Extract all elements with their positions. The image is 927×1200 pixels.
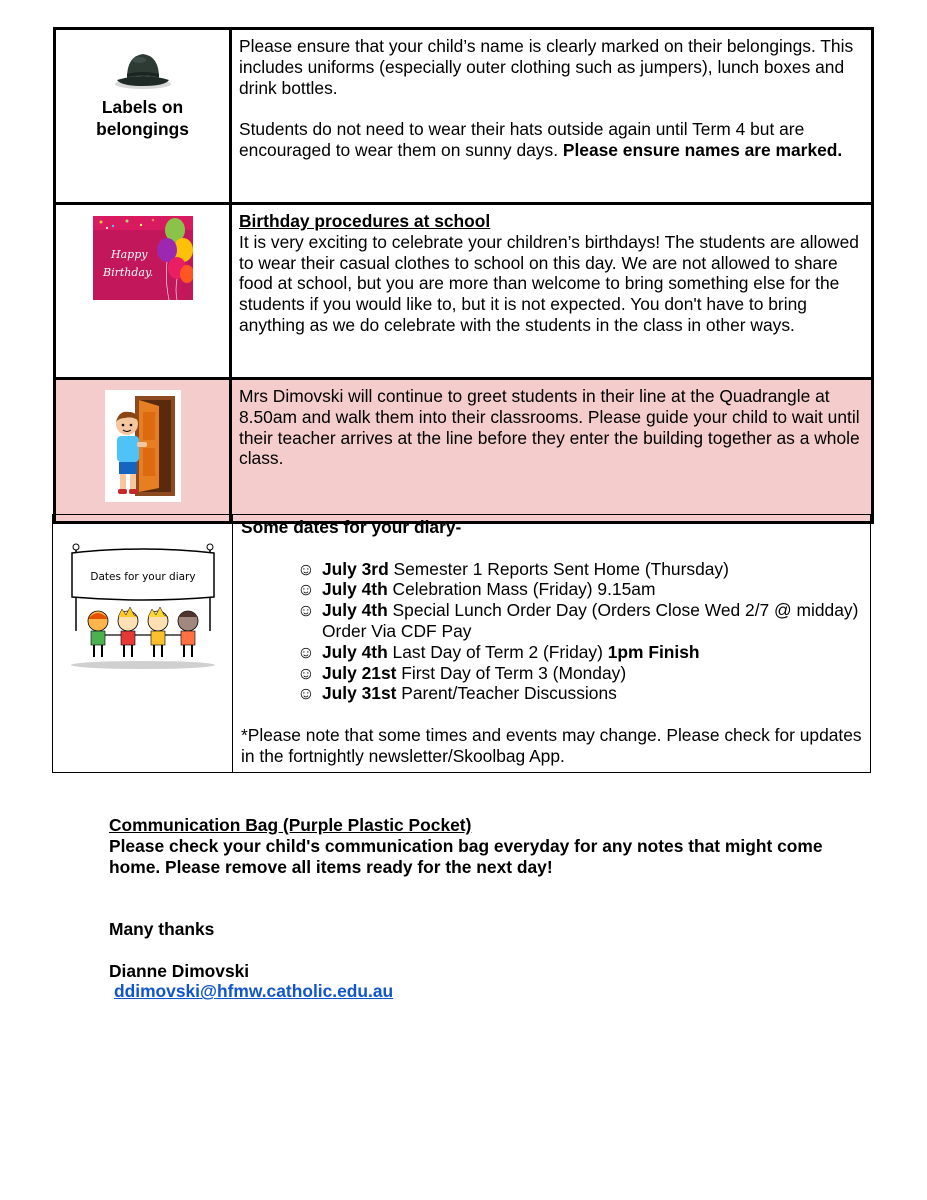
smiley-bullet-icon: ☺ <box>297 579 315 600</box>
birthday-heading: Birthday procedures at school <box>239 211 491 231</box>
kid-3 <box>148 607 168 657</box>
diary-date-item <box>297 579 862 600</box>
dates-banner-kids-image <box>68 541 218 671</box>
smiley-bullet-icon: ☺ <box>297 558 315 579</box>
diary-event-text: First Day of Term 3 (Monday) <box>396 662 627 683</box>
diary-icon-cell <box>53 515 233 773</box>
diary-date: July 4th <box>322 641 388 662</box>
diary-date-item <box>297 683 862 704</box>
diary-date-item <box>297 663 862 684</box>
smiley-bullet-icon: ☺ <box>297 683 315 704</box>
diary-event-text: Semester 1 Reports Sent Home (Thursday) <box>388 558 729 579</box>
signature-name: Dianne Dimovski <box>109 960 250 981</box>
labels-names-notice: Please ensure names are marked. <box>562 139 843 160</box>
labels-heading: Labels on belongings <box>96 97 189 139</box>
birthday-image-text-1: Happy <box>110 248 147 261</box>
greeting-icon-cell <box>55 379 231 523</box>
diary-date: July 3rd <box>322 558 389 579</box>
labels-row <box>55 29 873 204</box>
diary-heading: Some dates for your diary- <box>241 517 462 537</box>
labels-hats-text: Students do not need to wear their hats outside again until Term 4 but are encouraged to wear them on sunny days. <box>239 119 805 160</box>
labels-paragraph-1: Please ensure that your child’s name is clearly marked on their belongings. This includes uniforms (especially outer clothing such as jumpers), lunch boxes and drink bottles. <box>239 36 854 98</box>
diary-date: July 31st <box>322 683 397 704</box>
smiley-bullet-icon: ☺ <box>297 600 315 621</box>
smiley-bullet-icon: ☺ <box>297 641 315 662</box>
diary-image-text: Dates for your diary <box>89 571 196 583</box>
greeting-body: Mrs Dimovski will continue to greet students in their line at the Quadrangle at 8.50am and walk them into their classrooms. Please guide your child to wait until their teacher arrives at the line before they enter the building together as a whole class. <box>239 386 860 469</box>
diary-date-item <box>297 642 862 663</box>
birthday-image-text-2: Birthday. <box>102 266 153 279</box>
labels-paragraph-2 <box>239 119 863 161</box>
diary-event-text: Last Day of Term 2 (Friday) <box>387 641 608 662</box>
kid-4 <box>178 611 198 657</box>
diary-event-text: Special Lunch Order Day (Orders Close Wed 2/7 @ midday) Order Via CDF Pay <box>322 600 859 641</box>
birthday-icon-cell <box>55 204 231 379</box>
kid-1 <box>88 611 108 657</box>
diary-date: July 21st <box>322 662 397 683</box>
communication-bag-body: Please check your child's communication bag everyday for any notes that might come home. Please remove all items ready for the next day! <box>109 835 823 877</box>
diary-note: *Please note that some times and events may change. Please check for updates in the fortnightly newsletter/Skoolbag App. <box>241 724 862 766</box>
diary-date: July 4th <box>322 579 388 600</box>
diary-row <box>53 515 871 773</box>
birthday-balloons-image <box>93 216 193 300</box>
birthday-body: It is very exciting to celebrate your children’s birthdays! The students are allowed to wear their casual clothes to school on this day. We are not allowed to share food at school, but you are more than welcome to bring something else for the students if you would like to, but it is not expected. You don't have to bring anything as we do celebrate with the students in the class in other ways. <box>239 231 859 335</box>
bucket-hat-icon <box>111 44 175 92</box>
diary-date-item <box>297 559 862 580</box>
diary-date: July 4th <box>322 600 388 621</box>
smiley-bullet-icon: ☺ <box>297 662 315 683</box>
labels-icon-cell <box>55 29 231 204</box>
diary-date-item <box>297 600 862 642</box>
kid-2 <box>118 607 138 657</box>
email-link[interactable]: ddimovski@hfmw.catholic.edu.au <box>114 981 394 1002</box>
labels-text-cell <box>231 29 873 204</box>
greeting-text-cell <box>231 379 873 523</box>
diary-dates-list <box>241 559 862 705</box>
diary-event-text: Celebration Mass (Friday) 9.15am <box>387 579 656 600</box>
info-table <box>53 27 874 524</box>
diary-event-text: Parent/Teacher Discussions <box>396 683 617 704</box>
communication-bag-heading: Communication Bag (Purple Plastic Pocket) <box>109 815 472 835</box>
greeting-row <box>55 379 873 523</box>
sign-off: Many thanks <box>109 918 215 939</box>
footer-section <box>109 815 829 1002</box>
boy-at-door-image <box>105 390 181 502</box>
birthday-row <box>55 204 873 379</box>
diary-table <box>52 514 871 773</box>
diary-text-cell <box>233 515 871 773</box>
diary-event-emphasis: 1pm Finish <box>607 641 700 662</box>
birthday-text-cell <box>231 204 873 379</box>
